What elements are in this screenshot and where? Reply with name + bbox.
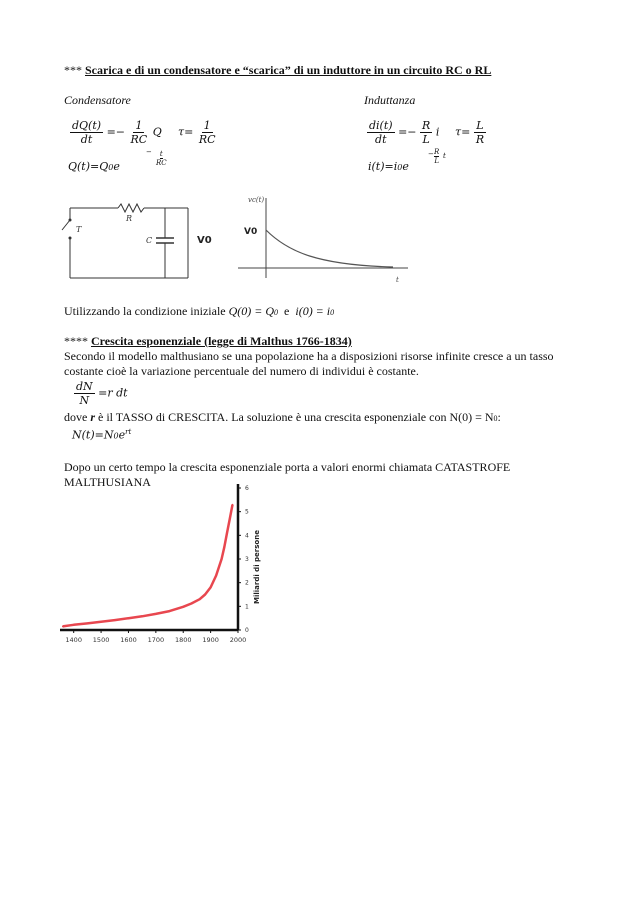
switch-contact: [69, 219, 72, 222]
population-x-tick-label: 1400: [65, 636, 82, 644]
population-growth-line: [63, 505, 233, 627]
population-data-point: [204, 594, 206, 596]
population-data-point: [210, 587, 212, 589]
population-data-point: [229, 518, 231, 520]
label-V0: V0: [197, 235, 212, 246]
malthus-title: Crescita esponenziale (legge di Malthus 1766-1834): [91, 334, 352, 348]
decay-chart: [238, 190, 413, 285]
population-y-tick-label: 6: [245, 485, 249, 492]
header-stars: ***: [64, 63, 82, 77]
initial-condition: Utilizzando la condizione iniziale Q(0) = Q0 e i(0) = i0: [64, 304, 335, 318]
population-y-tick-label: 2: [245, 579, 249, 587]
population-x-tick-label: 1500: [92, 636, 110, 644]
malthus-equation: $\frac{dN}{N}$ =r dt: [76, 380, 128, 407]
population-y-label: Miliardi di persone: [253, 530, 261, 604]
population-chart: [40, 478, 290, 658]
population-data-point: [141, 615, 143, 617]
inductor-heading: Induttanza: [364, 93, 416, 107]
capacitor-tau: τ= $\frac{1}{RC}$: [178, 119, 216, 146]
population-data-point: [221, 558, 223, 560]
label-T: T: [76, 225, 82, 234]
population-x-tick-label: 1900: [202, 636, 219, 644]
population-data-point: [232, 504, 234, 506]
population-data-point: [182, 606, 184, 608]
rc-circuit-diagram: [58, 190, 228, 285]
population-data-point: [87, 623, 89, 625]
malthus-closing: Dopo un certo tempo la crescita esponenziale porta a valori enormi chiamata CATASTROFE MALTHUSIANA: [64, 460, 511, 489]
capacitor-heading: Condensatore: [64, 93, 131, 107]
population-data-point: [226, 532, 228, 534]
population-data-point: [128, 617, 130, 619]
switch-contact: [69, 237, 72, 240]
population-y-tick-label: 5: [245, 508, 249, 516]
decay-curve: [266, 230, 393, 267]
population-data-point: [191, 603, 193, 605]
inductor-tau: τ= $\frac{L}{R}$: [455, 119, 485, 146]
decay-v0-label: V0: [244, 227, 258, 237]
inductor-eq1: $\frac{di(t)}{dt}$ =− $\frac{R}{L}$ i: [369, 119, 440, 146]
switch-symbol: [62, 220, 70, 230]
resistor-symbol: [118, 204, 144, 212]
inductor-eq2: i(t)=i0e − R L t: [368, 148, 446, 173]
population-x-tick-label: 1700: [147, 636, 165, 644]
population-y-tick-label: 4: [245, 532, 249, 540]
decay-x-label: t: [396, 276, 399, 284]
population-data-point: [73, 624, 75, 626]
population-x-tick-label: 2000: [229, 636, 247, 644]
population-data-point: [169, 610, 171, 612]
population-y-tick-label: 1: [245, 603, 249, 611]
header: [64, 63, 491, 78]
population-data-point: [215, 575, 217, 577]
page-title: Scarica e di un condensatore e “scarica” di un induttore in un circuito RC o RL: [85, 63, 492, 77]
population-chart-plot: [60, 484, 249, 644]
label-R: R: [126, 214, 133, 223]
population-x-tick-label: 1600: [120, 636, 137, 644]
malthus-paragraph: Secondo il modello malthusiano se una popolazione ha a disposizioni risorse infinite cresce a un tasso costante cioè la variazione percentuale del numero di individui è costante.: [64, 349, 554, 378]
decay-y-label: vc(t): [248, 196, 265, 204]
malthus-solution: $N(t)=N0e^{rt}$: [72, 428, 132, 442]
population-data-point: [62, 626, 64, 628]
population-y-tick-label: 3: [245, 556, 249, 563]
label-C: C: [146, 236, 153, 245]
malthus-solution-text: dove r è il TASSO di CRESCITA. La soluzione è una crescita esponenziale con N(0) = N0:: [64, 410, 501, 424]
population-y-tick-label: 0: [245, 627, 249, 634]
population-data-point: [199, 598, 201, 600]
population-data-point: [155, 613, 157, 615]
capacitor-eq2: Q(t)=Q0e − t RC: [68, 148, 167, 173]
population-data-point: [114, 619, 116, 621]
malthus-heading: **** Crescita esponenziale (legge di Malthus 1766-1834): [64, 334, 352, 348]
population-data-point: [224, 546, 226, 548]
capacitor-eq1: $\frac{dQ(t)}{dt}$ =− $\frac{1}{RC}$ Q: [72, 119, 162, 146]
population-data-point: [100, 621, 102, 623]
population-x-tick-label: 1800: [174, 636, 192, 644]
